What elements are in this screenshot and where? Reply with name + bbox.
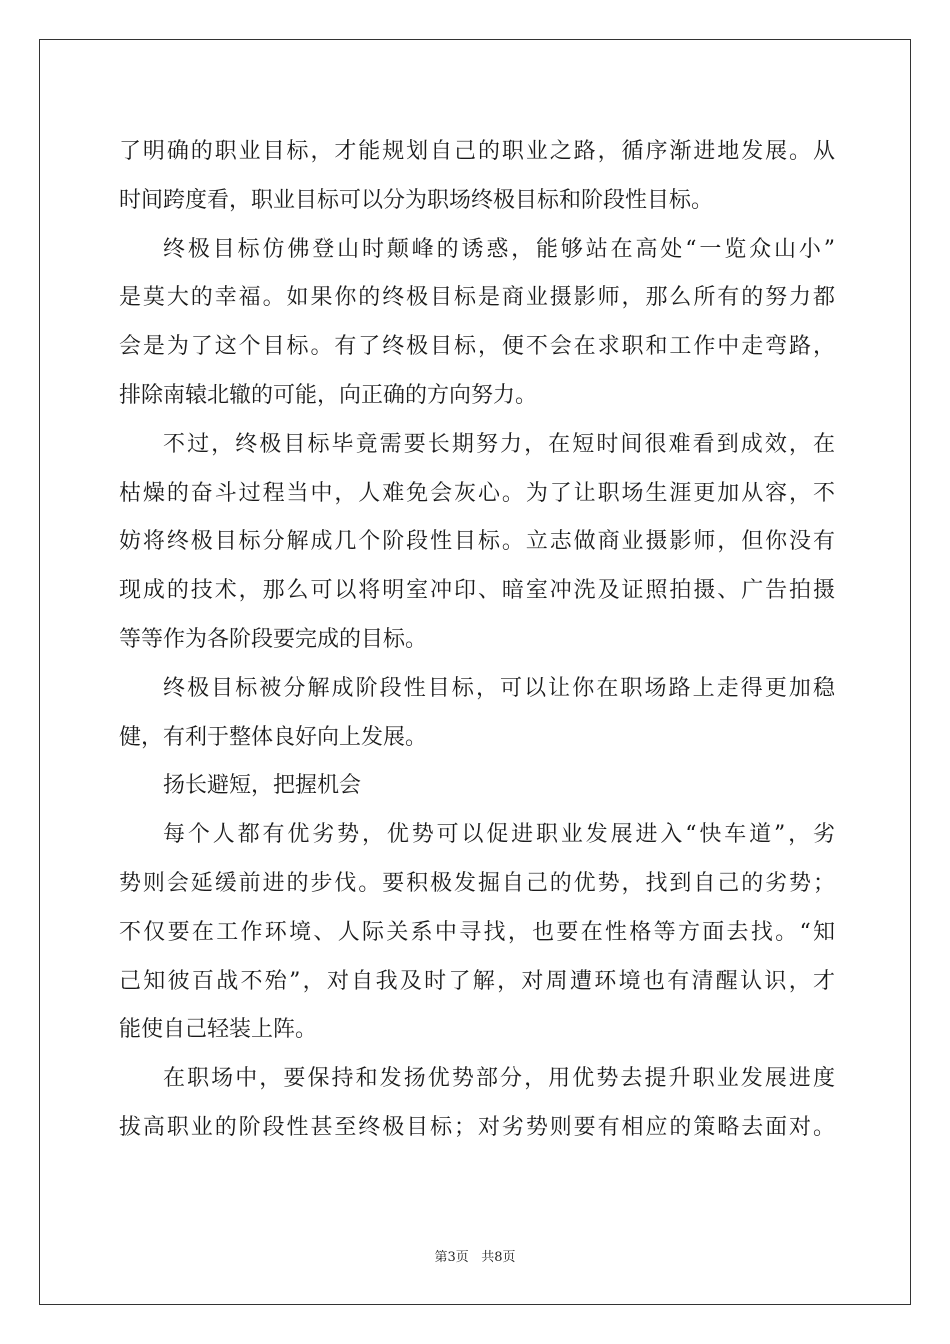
paragraph-line: 排除南辕北辙的可能，向正确的方向努力。: [119, 382, 538, 408]
paragraph-line: 枯燥的奋斗过程当中，人难免会灰心。为了让职场生涯更加从容，不: [119, 480, 835, 506]
paragraph-line: 终极目标被分解成阶段性目标，可以让你在职场路上走得更加稳: [163, 675, 835, 701]
paragraph-line: 每个人都有优劣势，优势可以促进职业发展进入“快车道”，劣: [163, 822, 835, 848]
paragraph-line: 己知彼百战不殆”，对自我及时了解，对周遭环境也有清醒认识，才: [119, 968, 835, 994]
paragraph-line: 拔高职业的阶段性甚至终极目标；对劣势则要有相应的策略去面对。: [119, 1114, 835, 1140]
paragraph-line: 是莫大的幸福。如果你的终极目标是商业摄影师，那么所有的努力都: [119, 285, 835, 311]
document-body: [119, 128, 835, 1153]
paragraph-line: 现成的技术，那么可以将明室冲印、暗室冲洗及证照拍摄、广告拍摄: [119, 578, 835, 604]
paragraph-line: 扬长避短，把握机会: [163, 773, 362, 799]
page-footer: [0, 1246, 950, 1265]
paragraph-line: 时间跨度看，职业目标可以分为职场终极目标和阶段性目标。: [119, 187, 714, 213]
paragraph-line: 势则会延缓前进的步伐。要积极发掘自己的优势，找到自己的劣势；: [119, 870, 835, 896]
paragraph-line: 终极目标仿佛登山时颠峰的诱惑，能够站在高处“一览众山小”: [163, 236, 835, 262]
paragraph-line: 健，有利于整体良好向上发展。: [119, 724, 428, 750]
paragraph-line: 能使自己轻装上阵。: [119, 1017, 318, 1043]
paragraph-line: 了明确的职业目标，才能规划自己的职业之路，循序渐进地发展。从: [119, 139, 835, 164]
paragraph-line: 等等作为各阶段要完成的目标。: [119, 626, 428, 652]
paragraph-line: 在职场中，要保持和发扬优势部分，用优势去提升职业发展进度: [163, 1066, 835, 1092]
paragraph-line: 妨将终极目标分解成几个阶段性目标。立志做商业摄影师，但你没有: [119, 529, 835, 555]
paragraph-line: 不仅要在工作环境、人际关系中寻找，也要在性格等方面去找。“知: [119, 919, 835, 945]
paragraph-line: 会是为了这个目标。有了终极目标，便不会在求职和工作中走弯路，: [119, 334, 835, 360]
page-total: 共8页: [481, 1250, 516, 1265]
paragraph-line: 不过，终极目标毕竟需要长期努力，在短时间很难看到成效，在: [163, 431, 835, 457]
page-number: 第3页: [434, 1250, 469, 1265]
